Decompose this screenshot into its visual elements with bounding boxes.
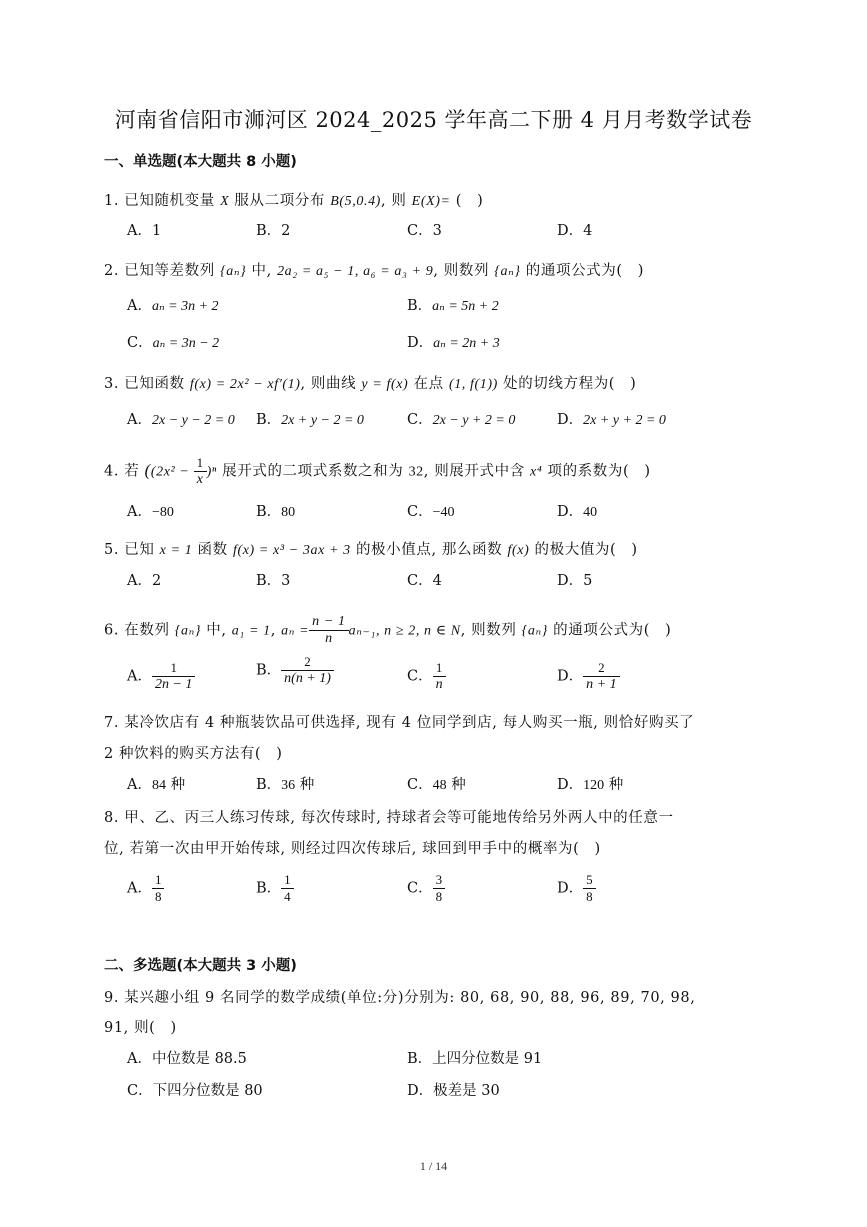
q8-option-c: C． $\frac{3}{8}$ [407, 872, 445, 905]
q5-option-c: C．4 [407, 573, 442, 589]
q8-option-a: A． $\frac{1}{8}$ [127, 872, 164, 905]
q7-option-d: D．120 种 [557, 777, 624, 793]
question-6: 6. 在数列 {aₙ} 中, a₁ = 1, aₙ = $\frac{n - 1}{n}$ aₙ₋₁, n ≥ 2, n ∈ N, 则数列 {aₙ} 的通项公式为( ) [104, 614, 672, 646]
page-number: 1 / 14 [419, 1159, 448, 1173]
q2-option-a: A．aₙ = 3n + 2 [127, 298, 219, 314]
question-9-line-1: 9. 某兴趣小组 9 名同学的数学成绩(单位:分)分别为: 80, 68, 90, 88, 96, 89, 70, 98, [104, 990, 696, 1006]
q2-option-b: B．aₙ = 5n + 2 [407, 298, 499, 314]
question-1: 1. 已知随机变量 X 服从二项分布 B(5,0.4), 则 E(X)= ( ) [104, 193, 484, 209]
q3-option-b: B．2x + y − 2 = 0 [256, 412, 364, 428]
q2-option-c: C．aₙ = 3n − 2 [127, 335, 220, 351]
q4-option-b: B．80 [256, 504, 296, 520]
q8-option-b: B． $\frac{1}{4}$ [256, 872, 294, 905]
section-heading-multiple-choice: 二、多选题(本大题共 3 小题) [104, 958, 297, 974]
q3-option-c: C．2x − y + 2 = 0 [407, 412, 516, 428]
q4-option-d: D．40 [557, 504, 598, 520]
q6-option-c: C． $\frac{1}{n}$ [407, 660, 446, 693]
q4-option-a: A．−80 [127, 504, 174, 520]
q3-option-d: D．2x + y + 2 = 0 [557, 412, 666, 428]
q5-option-b: B．3 [256, 573, 291, 589]
question-9-line-2: 91, 则( ) [104, 1020, 177, 1036]
q1-option-d: D．4 [557, 223, 593, 239]
exam-title: 河南省信阳市浉河区 2024_2025 学年高二下册 4 月月考数学试卷 [114, 108, 753, 132]
fraction-one-over-x: $\frac{1}{x}$ [194, 455, 207, 488]
question-7-line-1: 7. 某冷饮店有 4 种瓶装饮品可供选择, 现有 4 位同学到店, 每人购买一瓶, 则恰好购买了 [104, 715, 695, 731]
q2-option-d: D．aₙ = 2n + 3 [407, 335, 500, 351]
q7-option-c: C．48 种 [407, 777, 466, 793]
q6-option-b: B． $\frac{2}{n(n + 1)}$ [256, 654, 334, 687]
question-3: 3. 已知函数 f(x) = 2x² − xf′(1), 则曲线 y = f(x) 在点 (1, f(1)) 处的切线方程为( ) [104, 376, 637, 392]
q6-option-d: D． $\frac{2}{n + 1}$ [557, 660, 620, 693]
q7-option-b: B．36 种 [256, 777, 315, 793]
question-5: 5. 已知 x = 1 函数 f(x) = x³ − 3ax + 3 的极小值点, 那么函数 f(x) 的极大值为( ) [104, 542, 638, 558]
q6-option-a: A． $\frac{1}{2n - 1}$ [127, 660, 195, 693]
q9-option-b: B．上四分位数是 91 [407, 1051, 543, 1067]
q5-option-a: A．2 [127, 573, 162, 589]
q1-option-a: A．1 [127, 223, 162, 239]
q7-option-a: A．84 种 [127, 777, 186, 793]
q9-option-c: C．下四分位数是 80 [127, 1083, 263, 1099]
q1-option-c: C．3 [407, 223, 442, 239]
section-heading-single-choice: 一、单选题(本大题共 8 小题) [104, 154, 297, 170]
q1-option-b: B．2 [256, 223, 291, 239]
q9-option-a: A．中位数是 88.5 [127, 1051, 247, 1067]
q9-option-d: D．极差是 30 [407, 1083, 500, 1099]
question-7-line-2: 2 种饮料的购买方法有( ) [104, 746, 283, 762]
q3-option-a: A．2x − y − 2 = 0 [127, 412, 235, 428]
question-2: 2. 已知等差数列 {aₙ} 中, 2a₂ = a₅ − 1, a₆ = a₃ + 9, 则数列 {aₙ} 的通项公式为( ) [104, 263, 644, 279]
question-8-line-2: 位, 若第一次由甲开始传球, 则经过四次传球后, 球回到甲手中的概率为( ) [104, 841, 601, 857]
question-4: 4. 若 ((2x² − $\frac{1}{x}$ )ⁿ 展开式的二项式系数之和为 32, 则展开式中含 x⁴ 项的系数为( ) [104, 455, 651, 487]
q4-option-c: C．−40 [407, 504, 455, 520]
question-8-line-1: 8. 甲、乙、丙三人练习传球, 每次传球时, 持球者会等可能地传给另外两人中的任意一 [104, 810, 674, 826]
q5-option-d: D．5 [557, 573, 593, 589]
q8-option-d: D． $\frac{5}{8}$ [557, 872, 596, 905]
